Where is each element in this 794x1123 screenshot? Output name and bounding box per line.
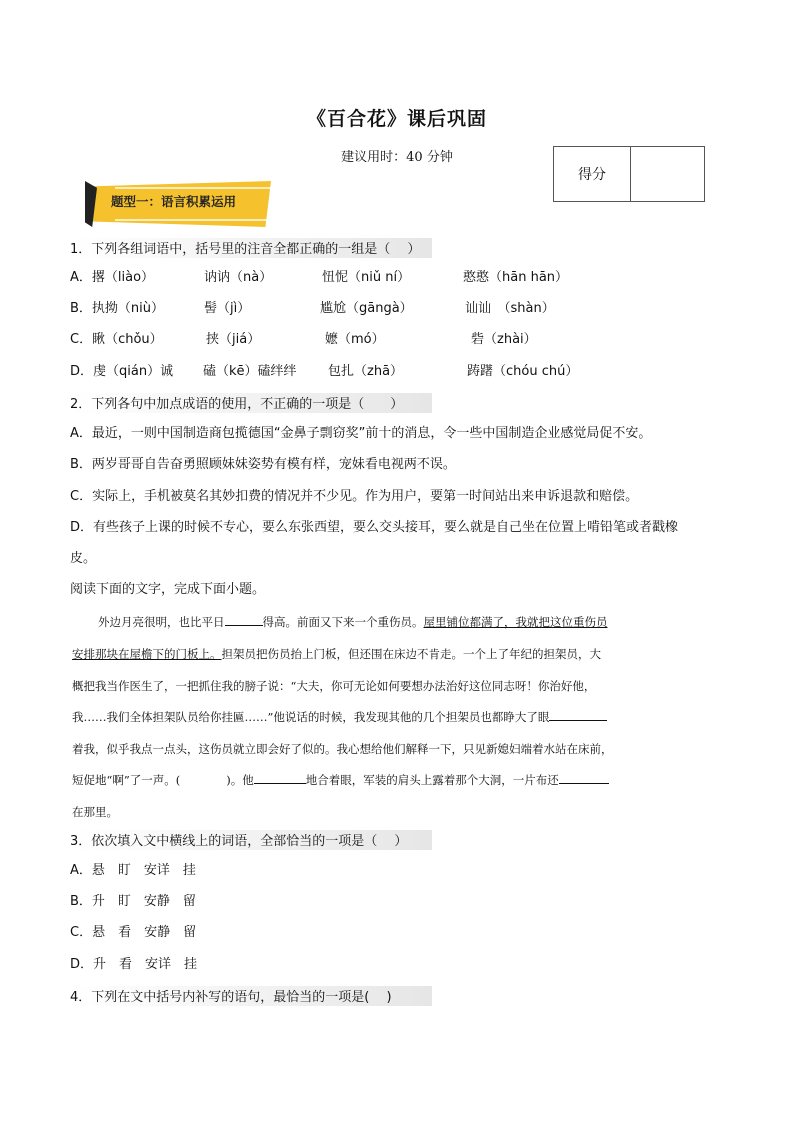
passage-text: 我……我们全体担架队员给你挂匾……”他说话的时候，我发现其他的几个担架员也都睁大了眼 (72, 710, 550, 724)
question-stem (70, 393, 432, 413)
question-2-stem: 2．下列各句中加点成语的使用，不正确的一项是（ ） (70, 397, 404, 412)
score-value-cell[interactable] (631, 147, 704, 201)
question-stem (70, 986, 432, 1006)
passage-line-2 (72, 638, 722, 670)
score-label: 得分 (554, 147, 631, 201)
option-a-item-2: 讷讷（nà） (204, 270, 273, 285)
fill-blank-1[interactable] (225, 612, 263, 626)
suggested-time: 建议用时：40 分钟 (341, 150, 453, 165)
option-a-item-3: 忸怩（niǔ ní） (322, 270, 411, 285)
option-b-item-1: B．执拗（niù） (70, 301, 165, 316)
page-title: 《百合花》课后巩固 (306, 108, 487, 130)
section-title: 题型一：语言积累运用 (111, 194, 237, 209)
question-2-option-d: D．有些孩子上课的时候不专心，要么东张西望，要么交头接耳，要么就是自己坐在位置上啃铅笔或者戳橡 (70, 520, 679, 535)
banner-stripe (115, 187, 285, 189)
option-b-item-2: 髻（jì） (204, 301, 251, 316)
question-4-stem: 4．下列在文中括号内补写的语句，最恰当的一项是( ) (70, 990, 392, 1005)
option-d-item-4: 踌躇（chóu chú） (467, 364, 579, 379)
option-b-item-4: 讪讪 （shàn） (465, 301, 555, 316)
option-c-item-3: 嬷（mó） (325, 332, 385, 347)
underlined-sentence: 屋里铺位都满了，我就把这位重伤员 (423, 615, 608, 629)
fill-blank-4[interactable] (559, 770, 609, 784)
option-b-item-3: 尴尬（gāngà） (320, 301, 413, 316)
question-1-stem: 1．下列各组词语中，括号里的注音全都正确的一组是（ ） (70, 242, 421, 257)
underlined-sentence: 安排那块在屋檐下的门板上。 (72, 647, 222, 661)
passage-text: 外边月亮很明，也比平日 (98, 615, 225, 629)
question-2-option-d-continued: 皮。 (70, 551, 97, 566)
passage-line-3: 概把我当作医生了，一把抓住我的膀子说：“大夫，你可无论如何要想办法治好这位同志呀！你治好他， (72, 679, 596, 693)
banner-stripe (115, 219, 285, 221)
question-3-option-b: B．升 盯 安静 留 (70, 894, 196, 909)
option-d-item-2: 磕（kē）磕绊绊 (203, 364, 297, 379)
option-c-item-4: 砦（zhài） (471, 332, 537, 347)
option-c-item-2: 挟（jiá） (206, 332, 261, 347)
passage-line-1 (98, 606, 748, 638)
question-stem (70, 830, 432, 850)
question-stem (70, 238, 432, 258)
passage-line-7: 在那里。 (72, 805, 118, 819)
fill-blank-3[interactable] (254, 770, 306, 784)
question-3-stem: 3．依次填入文中横线上的词语，全部恰当的一项是（ ） (70, 834, 408, 849)
passage-text: 得高。前面又下来一个重伤员。 (262, 615, 424, 629)
option-d-item-1: D．虔（qián）诚 (70, 364, 174, 379)
question-3-option-c: C．悬 看 安静 留 (70, 925, 197, 940)
passage-text: 短促地“啊”了一声。( )。他 (72, 773, 254, 787)
passage-line-5: 着我，似乎我点一点头，这伤员就立即会好了似的。我心想给他们解释一下，只见新媳妇端着水站在床前， (72, 742, 613, 756)
option-d-item-3: 包扎（zhā） (328, 364, 404, 379)
score-box (553, 146, 705, 202)
question-3-option-a: A．悬 盯 安详 挂 (70, 863, 196, 878)
question-2-option-a: A．最近，一则中国制造商包揽德国“金鼻子剽窃奖”前十的消息，令一些中国制造企业感觉局促不安。 (70, 426, 652, 441)
passage-line-4 (72, 701, 722, 733)
question-2-option-b: B．两岁哥哥自告奋勇照顾妹妹姿势有模有样，宠妹看电视两不误。 (70, 457, 456, 472)
passage-text: 地合着眼，军装的肩头上露着那个大洞，一片布还 (305, 773, 559, 787)
option-a-item-4: 憨憨（hān hān） (463, 270, 569, 285)
question-2-option-c: C．实际上，手机被莫名其妙扣费的情况并不少见。作为用户，要第一时间站出来申诉退款和赔偿。 (70, 489, 639, 504)
passage-text: 担架员把伤员抬上门板，但还围在床边不肯走。一个上了年纪的担架员，大 (221, 647, 601, 661)
option-a-item-1: A．撂（liào） (70, 270, 155, 285)
question-3-option-d: D．升 看 安详 挂 (70, 957, 198, 972)
section-banner (85, 181, 275, 229)
fill-blank-2[interactable] (549, 707, 607, 721)
reading-intro: 阅读下面的文字，完成下面小题。 (70, 582, 266, 597)
passage-line-6 (72, 764, 722, 796)
option-c-item-1: C．瞅（chǒu） (70, 332, 163, 347)
